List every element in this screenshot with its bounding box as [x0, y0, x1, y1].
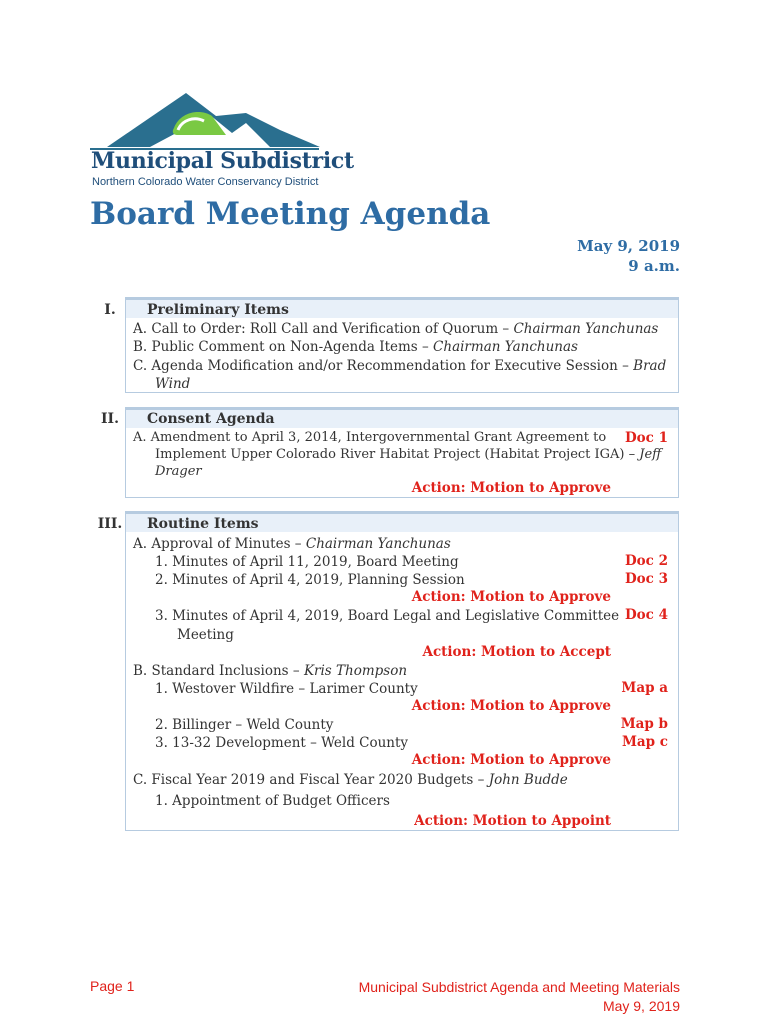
- action-label: Action: Motion to Approve: [411, 480, 611, 496]
- meeting-date: May 9, 2019: [577, 237, 680, 255]
- footer-info: [359, 978, 680, 1016]
- agenda-item-c-cont: Wind: [155, 376, 191, 392]
- map-reference[interactable]: Map b: [620, 716, 668, 732]
- meeting-time: 9 a.m.: [628, 257, 680, 275]
- sub-item: 1. Westover Wildfire – Larimer County: [155, 681, 418, 697]
- sub-item-cont: Meeting: [177, 627, 234, 643]
- meeting-date-block: [577, 236, 680, 276]
- doc-reference[interactable]: Doc 4: [624, 607, 668, 623]
- section-numeral: I.: [104, 302, 116, 318]
- sub-item: 3. Minutes of April 4, 2019, Board Legal and Legislative Committee: [155, 608, 620, 624]
- action-label: Action: Motion to Approve: [411, 752, 611, 768]
- org-subtitle: Northern Colorado Water Conservancy District: [92, 176, 319, 188]
- org-name: Municipal Subdistrict: [91, 148, 354, 174]
- action-label: Action: Motion to Appoint: [414, 813, 611, 829]
- action-label: Action: Motion to Approve: [411, 698, 611, 714]
- footer-date: May 9, 2019: [602, 998, 680, 1014]
- sub-item: 2. Minutes of April 4, 2019, Planning Session: [155, 572, 465, 588]
- footer-doc-title: Municipal Subdistrict Agenda and Meeting Materials: [358, 979, 680, 995]
- agenda-item-a: A. Approval of Minutes – Chairman Yanchunas: [133, 536, 451, 552]
- agenda-item-b: B. Standard Inclusions – Kris Thompson: [133, 663, 408, 679]
- agenda-item-a: A. Amendment to April 3, 2014, Intergovernmental Grant Agreement to: [133, 430, 607, 445]
- section-title: Preliminary Items: [147, 302, 289, 318]
- sub-item: 3. 13-32 Development – Weld County: [155, 735, 409, 751]
- action-label: Action: Motion to Approve: [411, 589, 611, 605]
- doc-reference[interactable]: Doc 3: [624, 571, 668, 587]
- agenda-item-a-cont2: Drager: [155, 464, 202, 479]
- action-label: Action: Motion to Accept: [422, 644, 611, 660]
- page-title: Board Meeting Agenda: [90, 196, 491, 232]
- section-title: Consent Agenda: [147, 411, 275, 427]
- district-logo: [90, 90, 330, 190]
- sub-item: 1. Appointment of Budget Officers: [155, 793, 390, 809]
- doc-reference[interactable]: Doc 2: [624, 553, 668, 569]
- agenda-item-a: A. Call to Order: Roll Call and Verification of Quorum – Chairman Yanchunas: [133, 321, 659, 337]
- sub-item: 1. Minutes of April 11, 2019, Board Meeting: [155, 554, 459, 570]
- agenda-item-b: B. Public Comment on Non-Agenda Items – Chairman Yanchunas: [133, 339, 578, 355]
- section-numeral: II.: [101, 411, 119, 427]
- section-title: Routine Items: [147, 516, 259, 532]
- agenda-item-c: C. Agenda Modification and/or Recommendation for Executive Session – Brad: [133, 358, 667, 374]
- page-number: Page 1: [90, 978, 135, 994]
- sub-item: 2. Billinger – Weld County: [155, 717, 334, 733]
- doc-reference[interactable]: Doc 1: [624, 430, 668, 446]
- section-numeral: III.: [97, 516, 123, 532]
- agenda-item-a-cont: Implement Upper Colorado River Habitat Project (Habitat Project IGA) – Jeff: [155, 447, 662, 462]
- map-reference[interactable]: Map c: [621, 734, 668, 750]
- agenda-item-c: C. Fiscal Year 2019 and Fiscal Year 2020 Budgets – John Budde: [133, 772, 568, 788]
- map-reference[interactable]: Map a: [621, 680, 668, 696]
